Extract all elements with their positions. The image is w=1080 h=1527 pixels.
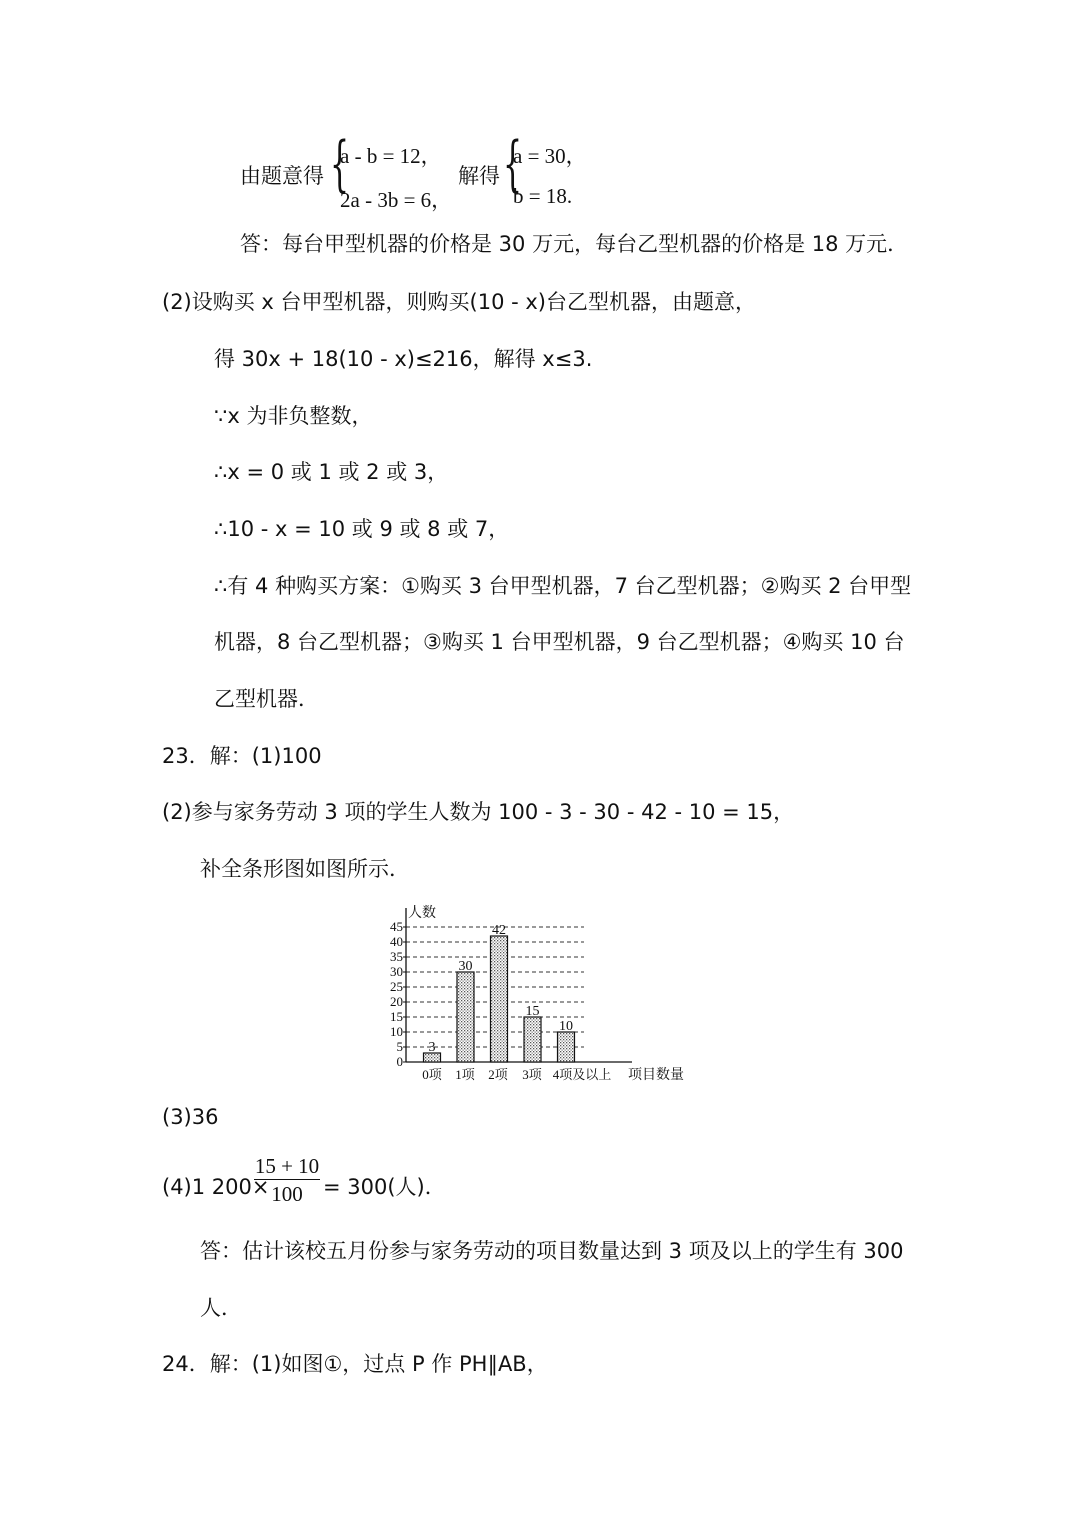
q23-part3: (3)36 — [162, 1105, 219, 1129]
q23-answer-line-2: 人． — [200, 1296, 242, 1320]
bar-chart — [380, 898, 710, 1088]
x-axis-label: 项目数量 — [628, 1068, 684, 1083]
q24-part1: 24．解：(1)如图①，过点 P 作 PH∥AB， — [162, 1352, 548, 1376]
system1-eq1: a - b = 12， — [340, 144, 442, 168]
q23-part4-suffix: = 300(人)． — [323, 1175, 446, 1199]
x-category-label: 2项 — [488, 1067, 508, 1082]
inequality-line: 得 30x + 18(10 - x)≤216，解得 x≤3. — [214, 347, 593, 371]
because-line: ∵x 为非负整数， — [214, 404, 373, 428]
therefore-line-2: ∴10 - x = 10 或 9 或 8 或 7， — [214, 517, 510, 541]
q23-complete-chart: 补全条形图如图所示． — [200, 857, 410, 881]
left-brace-icon: { — [503, 129, 523, 199]
y-tick-label: 20 — [390, 994, 403, 1009]
q23-part4-prefix: (4)1 200× — [162, 1175, 270, 1199]
y-tick-label: 0 — [396, 1054, 403, 1069]
q23-answer-line-1: 答：估计该校五月份参与家务劳动的项目数量达到 3 项及以上的学生有 300 — [200, 1239, 904, 1263]
system2-label: 解得 — [458, 164, 500, 188]
y-tick-label: 10 — [390, 1024, 403, 1039]
y-tick-label: 35 — [390, 949, 403, 964]
chart-axes — [403, 908, 632, 1062]
y-axis-label: 人数 — [408, 906, 436, 921]
x-category-label: 0项 — [422, 1067, 442, 1082]
fraction-numerator: 15 + 10 — [254, 1154, 320, 1178]
x-category-label: 3项 — [522, 1067, 542, 1082]
bar-data-label: 15 — [525, 1004, 540, 1019]
bar — [457, 972, 474, 1062]
bar-data-label: 42 — [492, 923, 506, 938]
chart-bars — [424, 936, 575, 1062]
y-tick-label: 15 — [390, 1009, 403, 1024]
bar-data-label: 30 — [458, 959, 473, 974]
bar — [524, 1017, 541, 1062]
y-tick-label: 40 — [390, 934, 403, 949]
x-category-label: 4项及以上 — [552, 1067, 612, 1082]
answer-q22-part1: 答：每台甲型机器的价格是 30 万元，每台乙型机器的价格是 18 万元． — [240, 232, 909, 256]
y-tick-label: 5 — [396, 1039, 403, 1054]
system2-eq1: a = 30， — [513, 144, 587, 168]
y-tick-label: 30 — [390, 964, 403, 979]
x-category-label: 1项 — [455, 1067, 475, 1082]
bar — [491, 936, 508, 1062]
system1-eq2: 2a - 3b = 6， — [340, 188, 453, 212]
q23-part1: 23．解：(1)100 — [162, 744, 322, 768]
bar-data-label: 3 — [428, 1040, 436, 1055]
plans-line-1: ∴有 4 种购买方案：①购买 3 台甲型机器，7 台乙型机器；②购买 2 台甲型 — [214, 574, 912, 598]
fraction — [254, 1153, 320, 1208]
left-brace-icon: { — [330, 129, 350, 199]
system2-eq2: b = 18. — [513, 184, 573, 208]
y-tick-label: 25 — [390, 979, 403, 994]
q23-part2: (2)参与家务劳动 3 项的学生人数为 100 - 3 - 30 - 42 - 10 = 15， — [162, 800, 795, 824]
plans-line-2: 机器，8 台乙型机器；③购买 1 台甲型机器，9 台乙型机器；④购买 10 台 — [214, 630, 905, 654]
bar — [558, 1032, 575, 1062]
plans-line-3: 乙型机器． — [214, 687, 319, 711]
system1-label: 由题意得 — [240, 164, 324, 188]
fraction-denominator: 100 — [271, 1182, 303, 1206]
therefore-line-1: ∴x = 0 或 1 或 2 或 3， — [214, 460, 449, 484]
bar-data-label: 10 — [559, 1019, 573, 1034]
q22-part2-intro: (2)设购买 x 台甲型机器，则购买(10 - x)台乙型机器，由题意， — [162, 290, 756, 314]
y-tick-label: 45 — [390, 919, 403, 934]
